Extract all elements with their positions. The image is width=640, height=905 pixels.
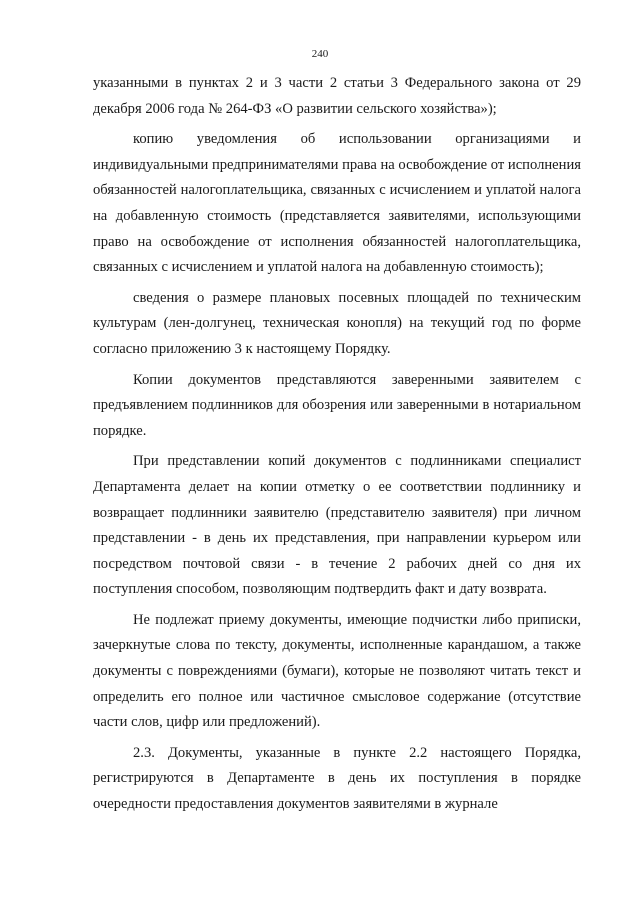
paragraph-4: Копии документов представляются заверенными заявителем с предъявлением подлинников для обозрения или заверенными в нотариальном порядке. — [93, 371, 581, 439]
paragraph-2: копию уведомления об использовании организациями и индивидуальными предпринимателями права на освобождение от исполнения обязанностей налогоплательщика, связанных с исчислением и уплатой налога на добавленную стоимость (представляется заявителями, использующими право на освобождение от исполнения обязанностей налогоплательщика, связанных с исчислением и уплатой налога на добавленную стоимость); — [93, 131, 581, 276]
paragraph-7: 2.3. Документы, указанные в пункте 2.2 настоящего Порядка, регистрируются в Департаменте в день их поступления в порядке очередности предоставления документов заявителями в журнале — [93, 744, 581, 813]
page-number: 240 — [311, 48, 329, 60]
document-body — [93, 71, 581, 823]
paragraph-5: При представлении копий документов с подлинниками специалист Департамента делает на копии отметку о ее соответствии подлиннику и возвращает подлинники заявителю (представителю заявителя) при личном представлении - в день их представления, при направлении курьером или посредством почтовой связи - в течение 2 рабочих дней со дня их поступления способом, позволяющим подтвердить факт и дату возврата. — [93, 453, 581, 598]
paragraph-6: Не подлежат приему документы, имеющие подчистки либо приписки, зачеркнутые слова по тексту, документы, исполненные карандашом, а также документы с повреждениями (бумаги), которые не позволяют читать текст и определить его полное или частичное смысловое содержание (отсутствие части слов, цифр или предложений). — [93, 611, 581, 731]
paragraph-3: сведения о размере плановых посевных площадей по техническим культурам (лен-долгунец, техническая конопля) на текущий год по форме согласно приложению 3 к настоящему Порядку. — [93, 289, 581, 357]
paragraph-1: указанными в пунктах 2 и 3 части 2 статьи 3 Федерального закона от 29 декабря 2006 года № 264-ФЗ «О развитии сельского хозяйства»); — [93, 75, 581, 117]
